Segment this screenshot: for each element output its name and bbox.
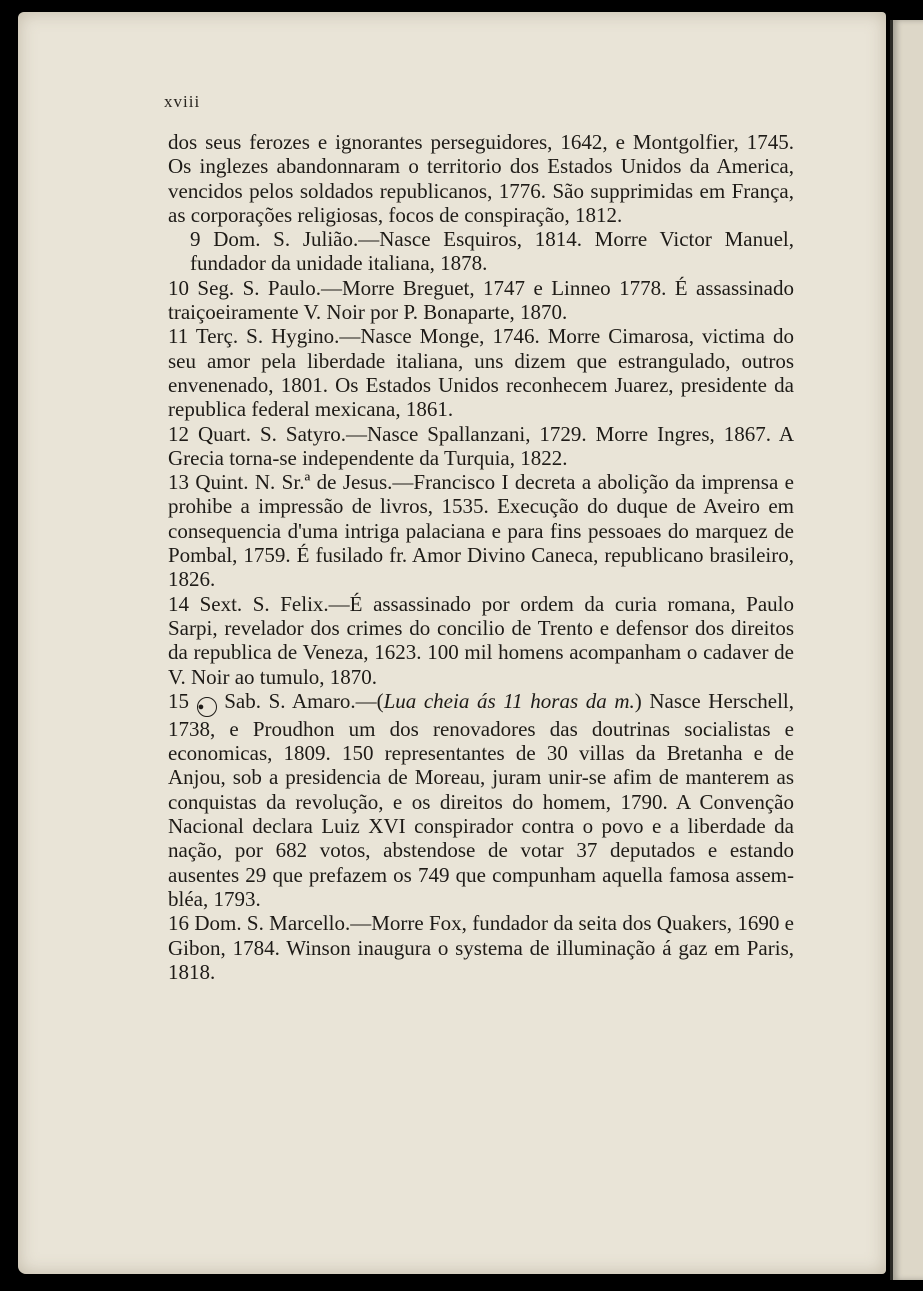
entry-moon-note: Lua cheia ás 11 horas da m. — [383, 688, 635, 713]
calendar-text-block — [168, 130, 794, 984]
calendar-entry-13: 13 Quint. N. Sr.ª de Jesus.—Francisco I decreta a abolição da imprensa e prohibe a impressão de livros, 1535. Execução do duque de Aveiro em consequencia d'uma intriga palaciana e para fins pessoaes do marquez de Pombal, 1759. É fusilado fr. Amor Divino Caneca, republicano brasileiro, 1826. — [168, 470, 794, 592]
calendar-entry-16: 16 Dom. S. Marcello.—Morre Fox, fundador da seita dos Quakers, 1690 e Gibon, 1784. Winson inaugura o systema de illuminação á gaz em Paris, 1818. — [168, 911, 794, 984]
page-number: xviii — [164, 92, 201, 111]
entry-day-number: 15 — [168, 688, 189, 713]
calendar-entry-12: 12 Quart. S. Satyro.—Nasce Spallanzani, 1729. Morre Ingres, 1867. A Grecia torna-se independente da Turquia, 1822. — [168, 421, 794, 470]
calendar-entry-14: 14 Sext. S. Felix.—É assassinado por ordem da curia romana, Paulo Sarpi, revelador dos crimes do concilio de Trento e defensor dos direitos da republica de Veneza, 1623. 100 mil homens acompanham o cadaver de V. Noir ao tumulo, 1870. — [168, 591, 794, 689]
calendar-entry-11: 11 Terç. S. Hygino.—Nasce Monge, 1746. Morre Cimarosa, victima do seu amor pela liberdade italiana, uns dizem que estrangulado, outros envenenado, 1801. Os Estados Unidos reconhecem Juarez, presidente da republica federal mexicana, 1861. — [168, 324, 794, 422]
entry-text-head: Sab. S. Amaro.—( — [224, 688, 384, 713]
calendar-entry-15 — [168, 689, 794, 911]
entry-text-tail: ) Nasce Herschell, 1738, e Proudhon um dos renovadores das doutrinas socialistas e economicas, 1809. 150 representantes de 30 villas da Bretanha e de Anjou, sob a presidencia de Moreau, juram unir-se afim de manterem as conquistas da revolução, e os direitos do homem, 1790. A Convenção Nacional declara Luiz XVI conspirador contra o povo e a liberdade da nação, por 682 votos, abstendose de votar 37 deputados e estando ausentes 29 que prefazem os 749 que compunham aquella famosa assembléa, 1793. — [168, 688, 795, 911]
calendar-entry-10: 10 Seg. S. Paulo.—Morre Breguet, 1747 e Linneo 1778. É assassinado traiçoeiramente V. Noir por P. Bonaparte, 1870. — [168, 275, 794, 325]
full-moon-icon: ● — [197, 697, 217, 717]
calendar-entry-9: 9 Dom. S. Julião.—Nasce Esquiros, 1814. Morre Victor Manuel, fundador da unidade italiana, 1878. — [190, 227, 794, 276]
adjacent-page-edge — [890, 20, 923, 1280]
continued-paragraph: dos seus ferozes e ignorantes perseguidores, 1642, e Montgolfier, 1745. Os inglezes abandonnaram o territorio dos Estados Unidos da America, vencidos pelos soldados republicanos, 1776. São supprimidas em França, as corporações religiosas, focos de conspiração, 1812. — [168, 130, 794, 227]
